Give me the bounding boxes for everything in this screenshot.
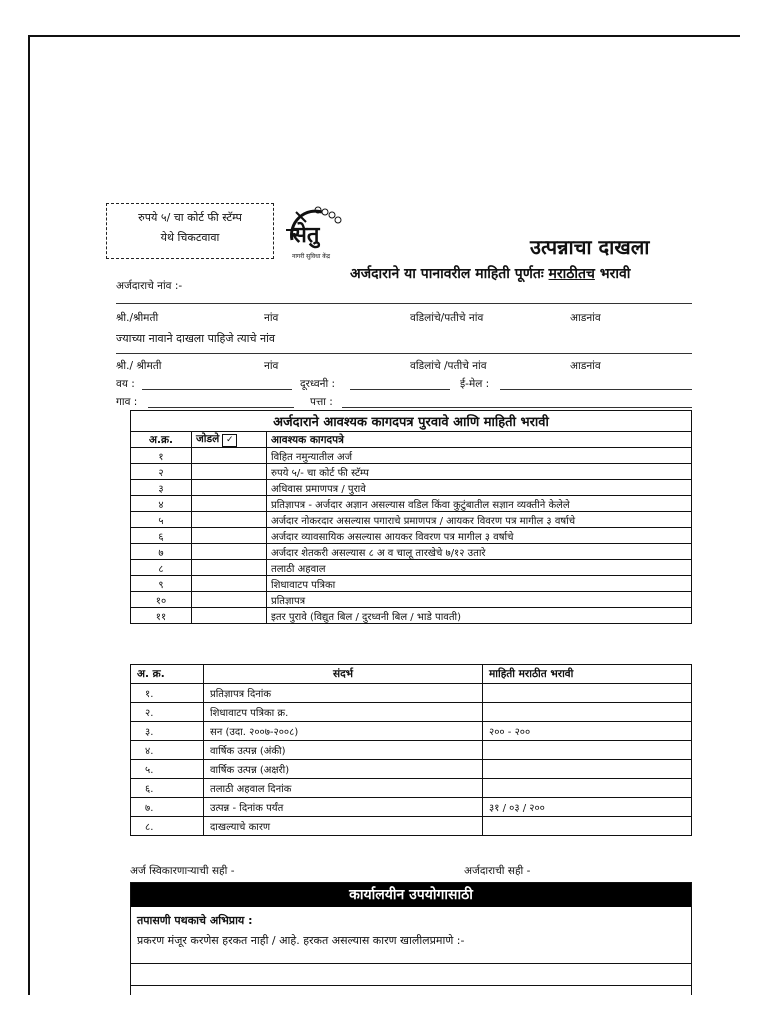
logo-text: सेतु [292,223,320,248]
ref-row-label: दाखल्याचे कारण [204,817,483,836]
reference-table [130,664,692,836]
office-line-1[interactable] [131,963,691,964]
receiver-signature-label: अर्ज स्विकारणाऱ्याची सही - [130,865,235,877]
ref-row-label: वार्षिक उत्पन्न (अंकी) [204,741,483,760]
ref-row-sr: ६. [131,779,204,798]
req-table-row [131,592,692,608]
req-table-row [131,480,692,496]
page-subtitle [350,264,630,283]
office-use-section [130,882,692,995]
req-row-attached-cell[interactable] [192,512,267,528]
ref-row-label: वार्षिक उत्पन्न (अक्षरी) [204,760,483,779]
applicant-name-line[interactable] [116,303,692,304]
req-row-sr: ४ [131,496,192,512]
ref-row-label: उत्पन्न - दिनांक पर्यंत [204,798,483,817]
ref-table-row [131,703,692,722]
req-row-doc: अर्जदार नोकरदार असल्यास पगाराचे प्रमाणपत्र / आयकर विवरण पत्र मागील ३ वर्षाचे [267,512,692,528]
inspection-remark-text: प्रकरण मंजूर करणेस हरकत नाही / आहे. हरकत असल्यास कारण खालीलप्रमाणे :- [137,934,465,947]
req-table-row [131,496,692,512]
row1-father-label: वडिलांचे/पतीचे नांव [410,312,484,324]
req-row-sr: ९ [131,576,192,592]
court-fee-stamp-box [106,203,274,259]
ref-col-ref: संदर्भ [204,665,483,684]
phone-line[interactable] [350,389,450,390]
req-row-doc: तलाठी अहवाल [267,560,692,576]
age-line[interactable] [142,389,292,390]
req-row-doc: रुपये ५/- चा कोर्ट फी स्टॅम्प [267,464,692,480]
req-row-sr: ८ [131,560,192,576]
req-row-sr: ५ [131,512,192,528]
req-table-row [131,464,692,480]
ref-col-info: माहिती मराठीत भरावी [483,665,692,684]
req-col-attached-label: जोडले [196,433,220,445]
req-row-doc: विहित नमुन्यातील अर्ज [267,448,692,464]
ref-row-label: सन (उदा. २००७-२००८) [204,722,483,741]
ref-table-row [131,798,692,817]
ref-col-sr: अ. क्र. [131,665,204,684]
req-row-doc: प्रतिज्ञापत्र [267,592,692,608]
ref-row-sr: २. [131,703,204,722]
certificate-person-label: ज्याच्या नावाने दाखला पाहिजे त्याचे नांव [116,332,276,345]
ref-row-sr: ५. [131,760,204,779]
subtitle-suffix: भरावी [594,266,631,282]
req-table-row [131,512,692,528]
certificate-person-line[interactable] [116,353,692,354]
ref-row-sr: ७. [131,798,204,817]
ref-row-value[interactable] [483,703,692,722]
req-table-row [131,544,692,560]
req-row-attached-cell[interactable] [192,544,267,560]
row1-surname-label: आडनांव [570,312,601,324]
req-col-attached [192,432,267,448]
ref-row-value[interactable] [483,760,692,779]
ref-row-value[interactable] [483,817,692,836]
page-border-top [28,35,740,37]
row2-surname-label: आडनांव [570,360,601,372]
req-row-sr: १ [131,448,192,464]
ref-row-label: प्रतिज्ञापत्र दिनांक [204,684,483,703]
req-row-attached-cell[interactable] [192,560,267,576]
subtitle-underlined: मराठीतच [548,266,595,282]
req-row-doc: प्रतिज्ञापत्र - अर्जदार अज्ञान असल्यास वडिल किंवा कुटुंबातील सज्ञान व्यक्तीने केलेले [267,496,692,512]
applicant-name-label: अर्जदाराचे नांव :- [116,280,183,292]
ref-row-value[interactable]: २०० - २०० [483,722,692,741]
ref-row-value[interactable] [483,779,692,798]
village-line[interactable] [148,407,294,408]
req-row-doc: इतर पुरावे (विद्युत बिल / दुरध्वनी बिल / भाडे पावती) [267,608,692,624]
req-row-doc: अर्जदार शेतकरी असल्यास ८ अ व चालू तारखेचे ७/१२ उतारे [267,544,692,560]
email-label: ई-मेल : [460,378,490,390]
req-row-sr: १० [131,592,192,608]
req-row-sr: ११ [131,608,192,624]
phone-label: दूरध्वनी : [300,378,336,390]
ref-row-sr: ८. [131,817,204,836]
req-row-attached-cell[interactable] [192,576,267,592]
req-row-sr: २ [131,464,192,480]
req-row-attached-cell[interactable] [192,448,267,464]
ref-table-row [131,779,692,798]
check-mark-icon: ✓ [222,434,237,447]
ref-row-sr: ४. [131,741,204,760]
ref-row-sr: ३. [131,722,204,741]
req-row-doc: अधिवास प्रमाणपत्र / पुरावे [267,480,692,496]
req-row-doc: अर्जदार व्यावसायिक असल्यास आयकर विवरण पत्र मागील ३ वर्षाचे [267,528,692,544]
req-row-attached-cell[interactable] [192,528,267,544]
page-title: उत्पन्नाचा दाखला [530,235,650,259]
req-row-attached-cell[interactable] [192,592,267,608]
ref-table-row [131,722,692,741]
address-label: पत्ता : [310,396,333,408]
req-row-attached-cell[interactable] [192,608,267,624]
inspection-remark-label: तपासणी पथकाचे अभिप्राय : [137,914,253,927]
page-border-left [28,35,30,995]
req-row-attached-cell[interactable] [192,464,267,480]
address-line[interactable] [342,407,692,408]
req-table-row [131,608,692,624]
req-table-row [131,560,692,576]
req-row-attached-cell[interactable] [192,496,267,512]
ref-table-row [131,684,692,703]
subtitle-prefix: अर्जदाराने या पानावरील माहिती पूर्णतः [350,266,549,282]
ref-row-value[interactable] [483,741,692,760]
ref-table-row [131,817,692,836]
ref-row-sr: १. [131,684,204,703]
req-row-sr: ३ [131,480,192,496]
ref-table-row [131,741,692,760]
logo-subtext: नागरी सुविधा केंद्र [292,253,331,260]
office-line-2[interactable] [131,985,691,986]
req-row-sr: ६ [131,528,192,544]
ref-row-value[interactable]: ३१ / ०३ / २०० [483,798,692,817]
req-col-sr: अ.क्र. [131,432,192,448]
ref-row-label: शिधावाटप पत्रिका क्र. [204,703,483,722]
email-line[interactable] [500,389,692,390]
row1-salutation: श्री./श्रीमती [116,312,159,324]
row2-name-label: नांव [264,360,279,372]
req-table-row [131,448,692,464]
ref-row-label: तलाठी अहवाल दिनांक [204,779,483,798]
req-table-row [131,576,692,592]
age-label: वय : [116,378,135,390]
req-row-sr: ७ [131,544,192,560]
required-documents-table [130,410,692,624]
row1-name-label: नांव [264,312,279,324]
req-row-attached-cell[interactable] [192,480,267,496]
req-table-title: अर्जदाराने आवश्यक कागदपत्र पुरवावे आणि माहिती भरावी [131,411,692,432]
row2-salutation: श्री./ श्रीमती [116,360,162,372]
office-use-title: कार्यालयीन उपयोगासाठी [131,883,691,907]
village-label: गाव : [116,396,138,408]
ref-table-row [131,760,692,779]
req-row-doc: शिधावाटप पत्रिका [267,576,692,592]
stamp-line-1: रुपये ५/ चा कोर्ट फी स्टॅम्प [138,211,242,224]
applicant-signature-label: अर्जदाराची सही - [464,865,531,877]
row2-father-label: वडिलांचे /पतीचे नांव [410,360,487,372]
ref-row-value[interactable] [483,684,692,703]
req-col-docs: आवश्यक कागदपत्रे [267,432,692,448]
stamp-line-2: येथे चिकटवावा [160,231,220,244]
req-table-row [131,528,692,544]
